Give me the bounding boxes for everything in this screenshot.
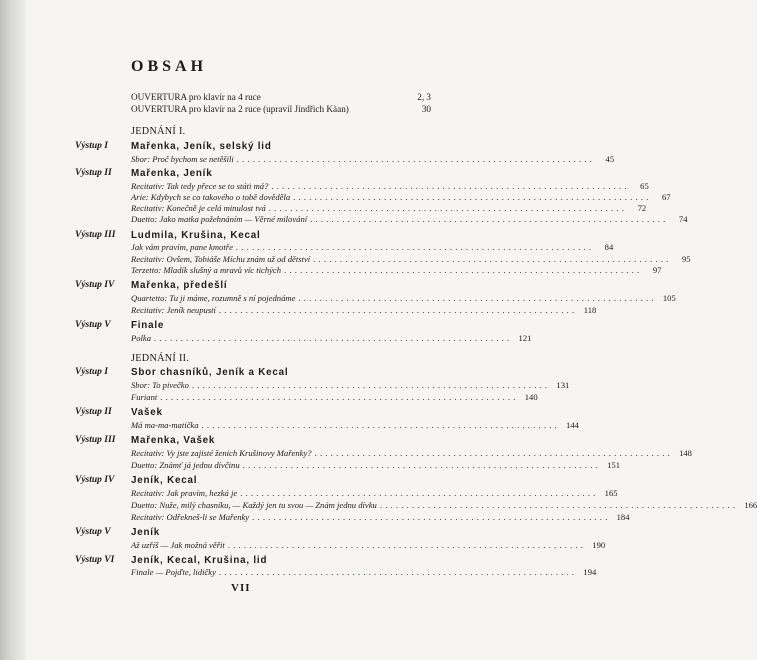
- entry-page: 95: [681, 254, 691, 264]
- entry-label: Má ma-ma-matička: [131, 420, 199, 430]
- entry-label: Duetto: Jako matka požehnáním — Věrné milování: [131, 214, 308, 224]
- dot-leader: ...................................................................: [310, 214, 669, 224]
- toc-entry[interactable]: [131, 181, 649, 191]
- entry-page: 72: [637, 203, 647, 213]
- toc-entry[interactable]: [131, 488, 618, 498]
- dot-leader: ...................................................................: [240, 488, 599, 498]
- entry-page: 97: [652, 265, 662, 275]
- toc-entry[interactable]: [131, 265, 662, 275]
- scene-characters: Jeník, Kecal, Krušina, lid: [131, 555, 268, 566]
- toc-entry[interactable]: [131, 512, 630, 522]
- entry-page: 45: [605, 154, 615, 164]
- entry-page: 67: [661, 192, 671, 202]
- entry-label: Recitativ: Odřekneš-li se Mařenky: [131, 512, 250, 522]
- toc-entry[interactable]: [131, 460, 620, 470]
- scene-number: Výstup IV: [75, 280, 115, 290]
- entry-label: Recitativ: Konečně je celá minulost tvá: [131, 203, 266, 213]
- scene-characters: Mařenka, předešlí: [131, 280, 228, 291]
- toc-entry[interactable]: [131, 203, 647, 213]
- dot-leader: ...................................................................: [191, 380, 551, 390]
- dot-leader: ...................................................................: [236, 154, 596, 164]
- dot-leader: ...................................................................: [293, 192, 652, 202]
- dot-leader: ...................................................................: [218, 567, 578, 577]
- scene-number: Výstup II: [75, 168, 112, 178]
- entry-label: Terzetto: Mladík slušný a mravů víc tichých: [131, 265, 282, 275]
- toc-entry[interactable]: [131, 214, 688, 224]
- dot-leader: ...................................................................: [218, 305, 578, 315]
- scene-characters: Jeník, Kecal: [131, 475, 198, 486]
- entry-label: Duetto: Nuže, milý chasníku, — Každý jen tu svou — Znám jednu dívku: [131, 500, 377, 510]
- entry-label: Jak vám pravím, pane kmotře: [131, 242, 233, 252]
- entry-page: 166: [744, 500, 757, 510]
- entry-label: Furiant: [131, 392, 158, 402]
- entry-page: 190: [592, 540, 606, 550]
- dot-leader: ...................................................................: [227, 540, 587, 550]
- overture-page: 2, 3: [417, 92, 431, 102]
- scene-characters: Mařenka, Jeník: [131, 168, 213, 179]
- scene-number: Výstup V: [75, 320, 111, 330]
- entry-page: 65: [640, 181, 649, 191]
- entry-page: 118: [583, 305, 597, 315]
- entry-label: Recitativ: Vy jste zajisté ženich Krušinovy Mařenky?: [131, 448, 312, 458]
- entry-label: Arie: Kdybych se co takového o tobě dověděla: [131, 192, 291, 202]
- scene-number: Výstup V: [75, 527, 111, 537]
- entry-page: 84: [604, 242, 614, 252]
- scene-number: Výstup I: [75, 367, 108, 377]
- entry-label: Až uzříš — Jak možná věřit: [131, 540, 225, 550]
- scene-number: Výstup III: [75, 230, 116, 240]
- scene-characters: Mařenka, Jeník, selský lid: [131, 141, 272, 152]
- scene-number: Výstup VI: [75, 555, 115, 565]
- toc-entry[interactable]: [131, 380, 570, 390]
- overture-label: OUVERTURA pro klavír na 4 ruce: [131, 92, 261, 102]
- act-heading: JEDNÁNÍ I.: [131, 126, 186, 137]
- scene-characters: Ludmila, Krušina, Kecal: [131, 230, 261, 241]
- scene-characters: Jeník: [131, 527, 161, 538]
- entry-page: 140: [524, 392, 538, 402]
- toc-entry[interactable]: [131, 567, 597, 577]
- entry-page: 144: [566, 420, 579, 430]
- dot-leader: ...................................................................: [268, 203, 628, 213]
- scene-characters: Vašek: [131, 407, 163, 418]
- entry-page: 165: [604, 488, 618, 498]
- entry-page: 148: [679, 448, 692, 458]
- entry-label: Recitativ: Tak tedy přece se to státi má?: [131, 181, 269, 191]
- scene-characters: Finale: [131, 320, 165, 331]
- dot-leader: ...................................................................: [252, 512, 611, 522]
- toc-entry[interactable]: [131, 540, 606, 550]
- page-number: VII: [231, 582, 251, 594]
- entry-label: Recitativ: Ovšem, Tobiáše Míchu znám už od dětství: [131, 254, 311, 264]
- entry-label: Duetto: Známť já jednu dívčinu: [131, 460, 240, 470]
- entry-label: Sbor: Proč bychom se netěšili: [131, 154, 234, 164]
- entry-label: Recitativ: Jak pravím, hezká je: [131, 488, 238, 498]
- scene-number: Výstup II: [75, 407, 112, 417]
- scene-characters: Sbor chasníků, Jeník a Kecal: [131, 367, 289, 378]
- entry-page: 151: [607, 460, 620, 470]
- page-title: OBSAH: [131, 58, 208, 75]
- dot-leader: ...................................................................: [160, 392, 519, 402]
- toc-entry[interactable]: [131, 333, 532, 343]
- toc-entry[interactable]: [131, 500, 757, 510]
- toc-entry[interactable]: [131, 154, 615, 164]
- toc-entry[interactable]: [131, 192, 671, 202]
- dot-leader: ...................................................................: [379, 500, 739, 510]
- scene-number: Výstup IV: [75, 475, 115, 485]
- toc-entry[interactable]: [131, 420, 579, 430]
- scene-number: Výstup I: [75, 141, 108, 151]
- toc-entry[interactable]: [131, 254, 691, 264]
- dot-leader: ...................................................................: [154, 333, 513, 343]
- dot-leader: ...................................................................: [271, 181, 630, 191]
- act-heading: JEDNÁNÍ II.: [131, 353, 190, 364]
- scene-number: Výstup III: [75, 435, 116, 445]
- toc-entry[interactable]: [131, 242, 614, 252]
- toc-entry[interactable]: [131, 293, 676, 303]
- dot-leader: ...................................................................: [298, 293, 657, 303]
- overture-label: OUVERTURA pro klavír na 2 ruce (upravil Jindřich Kàan): [131, 104, 349, 114]
- entry-label: Recitativ: Jeník neupustí: [131, 305, 216, 315]
- entry-label: Sbor: To pivečko: [131, 380, 189, 390]
- entry-page: 194: [583, 567, 597, 577]
- entry-page: 184: [616, 512, 630, 522]
- dot-leader: ...................................................................: [242, 460, 601, 470]
- dot-leader: ...................................................................: [235, 242, 595, 252]
- entry-label: Polka: [131, 333, 152, 343]
- entry-page: 131: [556, 380, 570, 390]
- entry-page: 121: [518, 333, 532, 343]
- dot-leader: ...................................................................: [314, 448, 673, 458]
- scene-characters: Mařenka, Vašek: [131, 435, 216, 446]
- dot-leader: ...................................................................: [313, 254, 672, 264]
- overture-page: 30: [421, 104, 431, 114]
- toc-entry[interactable]: [131, 392, 538, 402]
- dot-leader: ...................................................................: [201, 420, 560, 430]
- entry-page: 74: [678, 214, 688, 224]
- entry-label: Finale — Pojďte, lidičky: [131, 567, 216, 577]
- entry-page: 105: [662, 293, 676, 303]
- page-edge-shadow: [0, 0, 26, 660]
- toc-entry[interactable]: [131, 448, 692, 458]
- dot-leader: ...................................................................: [284, 265, 643, 275]
- entry-label: Quartetto: Tu ji máme, rozumně s ní pojednáme: [131, 293, 296, 303]
- toc-entry[interactable]: [131, 305, 597, 315]
